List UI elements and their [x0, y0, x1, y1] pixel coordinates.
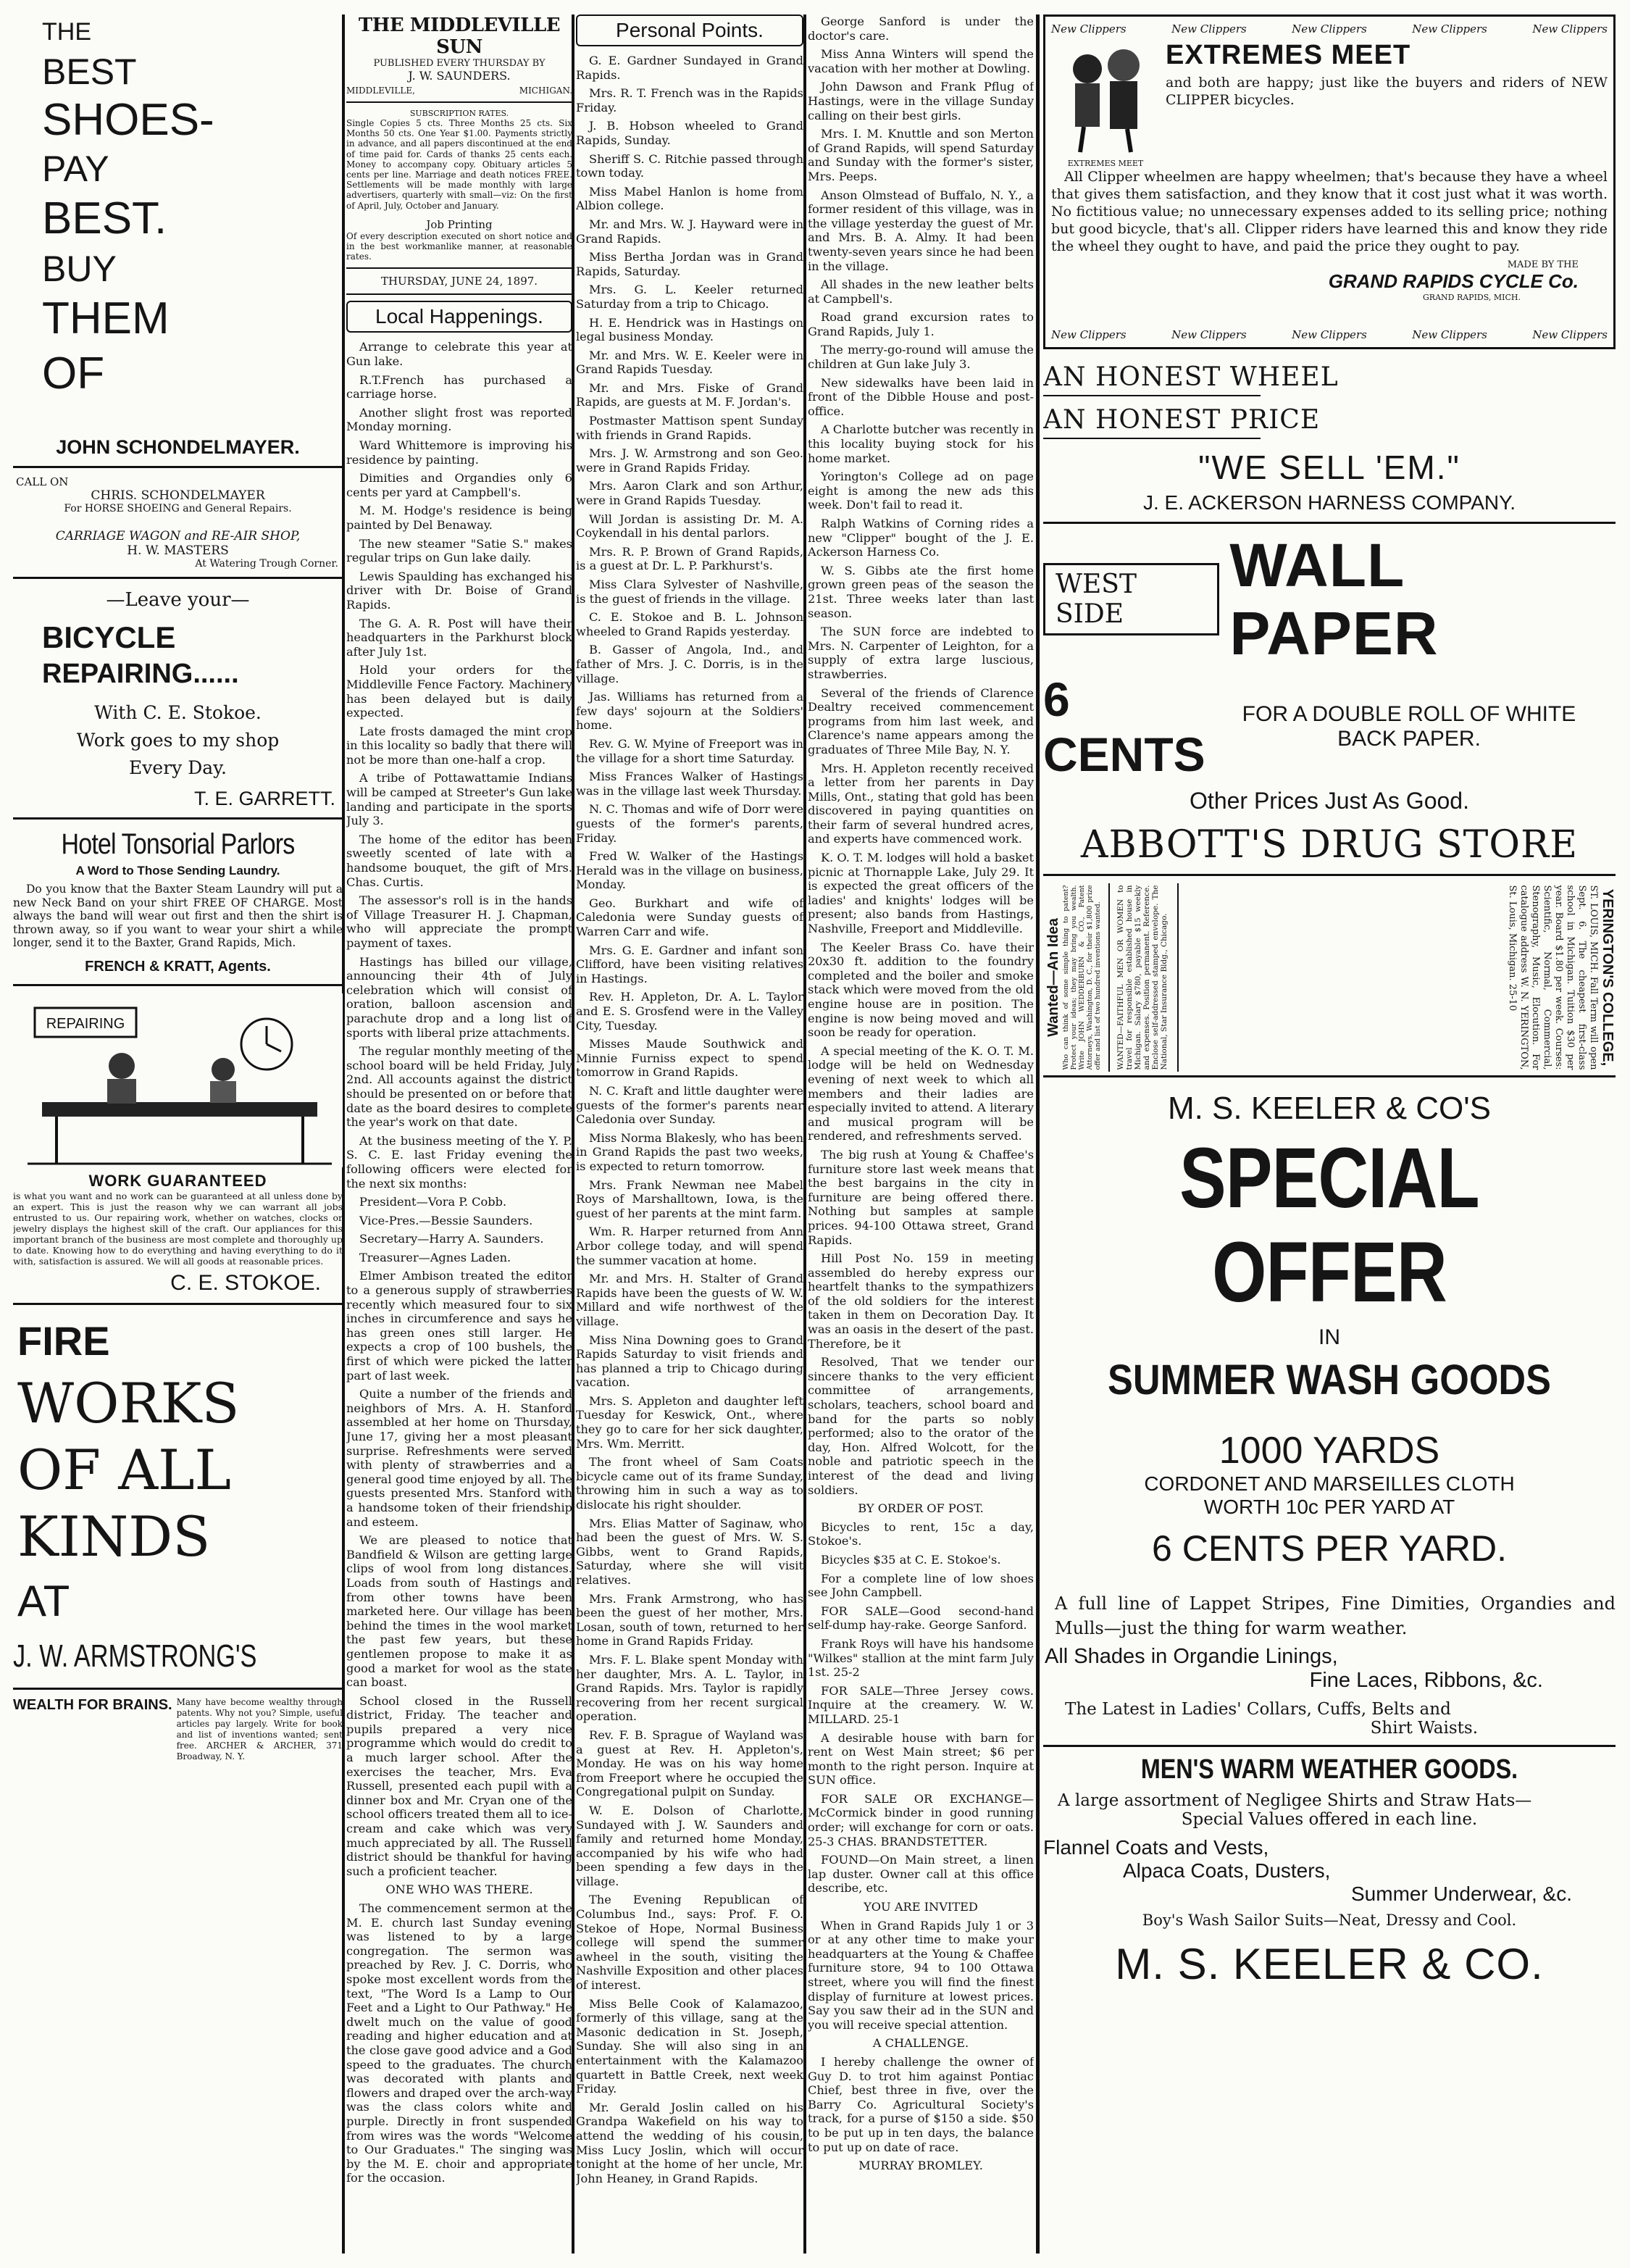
- grand-rapids-sub: GRAND RAPIDS, MICH.: [1423, 293, 1521, 302]
- clipper-border-bottom: [1051, 328, 1608, 341]
- personal-points-column: [576, 14, 803, 2254]
- article-paragraph: A tribe of Pottawattamie Indians will be camped at Streeter's Gun lake landing and participate in the sports July 3.: [346, 771, 572, 828]
- article-paragraph: Ward Whittemore is improving his residence by painting.: [346, 438, 572, 467]
- article-paragraph: Arrange to celebrate this year at Gun lake.: [346, 340, 572, 369]
- clipper-brand: New Clippers: [1051, 328, 1127, 341]
- article-paragraph: FOUND—On Main street, a linen lap duster. Owner call at this office describe, etc.: [808, 1853, 1034, 1896]
- keeler-footer: M. S. KEELER & CO.: [1115, 1940, 1544, 1988]
- clipper-ad: [1043, 14, 1616, 349]
- article-paragraph: FOR SALE—Three Jersey cows. Inquire at the creamery. W. W. MILLARD. 25-1: [808, 1683, 1034, 1726]
- divider: [346, 293, 572, 295]
- wanted-men-text: WANTED—FAITHFUL MEN OR WOMEN to travel for responsible established house in Michigan. Salary $780, payable $15 weekly and expenses. Position permanent. Reference. Enclose self-addressed stamped envelope. The National, Star Insurance Bldg., Chicago.: [1116, 885, 1169, 1070]
- clipper-illustration: [1051, 40, 1160, 168]
- stokoe-line: With C. E. Stokoe.: [94, 702, 262, 723]
- honest-price: AN HONEST PRICE: [1043, 405, 1321, 435]
- divider: [13, 984, 343, 986]
- clipper-text-2: All Clipper wheelmen are happy wheelmen; that's because they have a wheel that gives them satisfaction, and they know that it cost just what it was worth. No fictitious value; no unnecessary expenses added to its selling price; nothing but good bicycle, that's all. Clipper riders have learned this and know they ride the wheel they ought to have, and paid the price they ought to pay.: [1051, 169, 1608, 254]
- thousand-yards: 1000 YARDS: [1219, 1430, 1440, 1472]
- fireworks-line: OF ALL: [17, 1437, 232, 1502]
- article-paragraph: J. B. Hobson wheeled to Grand Rapids, Sunday.: [576, 119, 803, 147]
- article-paragraph: Elmer Ambison treated the editor to a generous supply of strawberries recently which measured four to six inches in circumference and says he has green ones still larger. He expects a crop of 100 bushels, the first of which were picked the latter part of last week.: [346, 1269, 572, 1383]
- column-rule: [1036, 14, 1040, 2254]
- article-paragraph: Mrs. F. L. Blake spent Monday with her daughter, Mrs. A. L. Taylor, in Grand Rapids. Mrs. Taylor is rapidly recovering from her recent surgical operation.: [576, 1652, 803, 1724]
- article-paragraph: Mrs. Aaron Clark and son Arthur, were in Grand Rapids Tuesday.: [576, 479, 803, 508]
- article-paragraph: Secretary—Harry A. Saunders.: [359, 1232, 544, 1246]
- hotel-heading: Hotel Tonsorial Parlors: [61, 828, 295, 860]
- article-paragraph: The assessor's roll is in the hands of Village Treasurer H. J. Chapman, who will appreciate the prompt payment of taxes.: [346, 893, 572, 950]
- stokoe-line: Work goes to my shop: [76, 730, 280, 751]
- underline: [1043, 395, 1261, 396]
- six-cents: 6 CENTS: [1043, 672, 1205, 781]
- shoes-ad-line: THE: [42, 18, 91, 46]
- divider: [346, 267, 572, 269]
- ackerson-company: J. E. ACKERSON HARNESS COMPANY.: [1143, 491, 1516, 514]
- garrett-name: T. E. GARRETT.: [193, 788, 335, 809]
- article-paragraph: FOR SALE—Good second-hand self-dump hay-rake. George Sanford.: [808, 1604, 1034, 1633]
- article-paragraph: The new steamer "Satie S." makes regular trips on Gun lake daily.: [346, 536, 572, 565]
- article-paragraph: YOU ARE INVITED: [864, 1900, 978, 1914]
- local-happenings-body: [346, 340, 572, 2185]
- article-paragraph: Miss Mabel Hanlon is home from Albion college.: [576, 184, 803, 213]
- article-paragraph: MURRAY BROMLEY.: [858, 2159, 983, 2173]
- article-paragraph: BY ORDER OF POST.: [858, 1501, 984, 1516]
- article-paragraph: School closed in the Russell district, Friday. The teacher and pupils prepared a very nice programme which would do credit to a much larger school. After the exercises the teacher, Mrs. Eva Russell, presented each pupil with a dinner box and Mr. Cryan one of the school officers treated them all to ice-cream and cake which was very much appreciated by all. The Russell district should be thankful for having such a proficient teacher.: [346, 1693, 572, 1878]
- shoes-ad-line: PAY: [42, 149, 109, 189]
- article-paragraph: For a complete line of low shoes see John Campbell.: [808, 1571, 1034, 1600]
- clipper-brand: New Clippers: [1051, 22, 1127, 36]
- article-paragraph: Postmaster Mattison spent Sunday with friends in Grand Rapids.: [576, 414, 803, 442]
- masthead-local-column: [346, 14, 572, 2254]
- article-paragraph: Rev. H. Appleton, Dr. A. L. Taylor and E. S. Grosfend were in the Valley City, Tuesday.: [576, 990, 803, 1033]
- cordonet: CORDONET AND MARSEILLES CLOTH: [1144, 1472, 1515, 1495]
- hotel-subheading: A Word to Those Sending Laundry.: [75, 864, 280, 877]
- place-left: MIDDLEVILLE,: [346, 86, 415, 96]
- shoes-ad-line: OF: [42, 349, 105, 399]
- extremes-meet-engraving: [1055, 40, 1156, 156]
- article-paragraph: Frank Roys will have his handsome "Wilkes" stallion at the mint farm July 1st. 25-2: [808, 1636, 1034, 1680]
- published-line: PUBLISHED EVERY THURSDAY BY: [373, 58, 546, 69]
- honest-wheel: AN HONEST WHEEL: [1043, 362, 1339, 392]
- article-paragraph: Jas. Williams has returned from a few days' sojourn at the Soldiers' home.: [576, 690, 803, 733]
- stokoe-lines: [13, 699, 343, 782]
- wall-paper: WALL PAPER: [1229, 531, 1439, 667]
- keeler-special-heading: M. S. KEELER & CO'S: [1167, 1091, 1492, 1126]
- work-guaranteed: WORK GUARANTEED: [88, 1171, 267, 1190]
- grand-rapids-cycle: GRAND RAPIDS CYCLE Co.: [1328, 270, 1579, 292]
- article-paragraph: Mrs. S. Appleton and daughter left Tuesday for Keswick, Ont., where they go to care for her sick daughter, Mrs. Wm. Merritt.: [576, 1393, 803, 1451]
- shoes-ad-line: BEST: [42, 51, 137, 92]
- job-heading: Job Printing: [426, 217, 493, 231]
- divider: [1043, 522, 1616, 524]
- clipper-brand: New Clippers: [1532, 328, 1608, 341]
- article-paragraph: Mrs. Elias Matter of Saginaw, who had been the guest of Mrs. W. S. Gibbs, went to Grand Rapids, Saturday, where she will visit relatives.: [576, 1516, 803, 1587]
- article-paragraph: Treasurer—Agnes Laden.: [359, 1250, 511, 1264]
- article-paragraph: Misses Maude Southwick and Minnie Furniss expect to spend tomorrow in Grand Rapids.: [576, 1037, 803, 1080]
- clipper-brand: New Clippers: [1292, 22, 1367, 36]
- masthead: THE MIDDLEVILLE SUN: [358, 14, 561, 58]
- shoes-ad-line: BEST.: [42, 193, 167, 243]
- article-paragraph: Miss Belle Cook of Kalamazoo, formerly of this village, sang at the Masonic dedication in St. Joseph, Sunday. She will also sing in an entertainment with the Kalamazoo quartett in Battle Creek, next week Friday.: [576, 1996, 803, 2096]
- stokoe-line: Every Day.: [129, 757, 227, 778]
- summer-wash-goods: SUMMER WASH GOODS: [1108, 1356, 1551, 1404]
- personal-points-heading: Personal Points.: [576, 14, 803, 46]
- article-paragraph: The home of the editor has been sweetly scented of late with a handsome bouquet, the gift of Mrs. Chas. Curtis.: [346, 832, 572, 889]
- other-prices: Other Prices Just As Good.: [1190, 788, 1469, 814]
- armstrong-name: J. W. ARMSTRONG'S: [13, 1638, 257, 1674]
- call-name: CHRIS. SCHONDELMAYER: [91, 488, 265, 503]
- fireworks-line: FIRE: [17, 1317, 110, 1364]
- yerington-ad: [1181, 883, 1616, 1072]
- fireworks-line: KINDS: [17, 1504, 211, 1569]
- article-paragraph: W. E. Dolson of Charlotte, Sundayed with J. W. Saunders and family and returned home Monday, accompanied by his wife who had been spending a few days in the village.: [576, 1803, 803, 1888]
- clipper-brand: New Clippers: [1171, 22, 1247, 36]
- ad-column-left: [13, 14, 343, 2254]
- wealth-text: Many have become wealthy through patents. Why not you? Simple, useful articles pay largely. Write for book and list of inventions wanted; sent free. ARCHER & ARCHER, 371 Broadway, N. Y.: [176, 1696, 343, 1762]
- article-paragraph: Hill Post No. 159 in meeting assembled do hereby express our heartfelt thanks to the sympathizers of the old soldiers for the interest taken in them on Decoration Day. It was an oasis in the desert of the past. Therefore, be it: [808, 1251, 1034, 1351]
- special-offer: SPECIAL OFFER: [1179, 1130, 1479, 1320]
- lappet-text: A full line of Lappet Stripes, Fine Dimities, Organdies and Mulls—just the thing for warm weather.: [1055, 1593, 1616, 1638]
- wall-paper-ad: [1043, 531, 1616, 667]
- article-paragraph: Miss Nina Downing goes to Grand Rapids Saturday to visit friends and has planned a trip to Chicago during vacation.: [576, 1333, 803, 1390]
- place-line: [346, 86, 572, 96]
- article-paragraph: Hold your orders for the Middleville Fence Factory. Machinery has been delayed but is daily expected.: [346, 663, 572, 720]
- article-paragraph: N. C. Thomas and wife of Dorr were guests of the former's parents, Friday.: [576, 802, 803, 845]
- article-paragraph: Mrs. I. M. Knuttle and son Merton of Grand Rapids, will spend Saturday and Sunday with the former's sister, Mrs. Peeps.: [808, 127, 1034, 183]
- extremes-meet-heading: EXTREMES MEET: [1166, 40, 1411, 70]
- article-paragraph: Miss Bertha Jordan was in Grand Rapids, Saturday.: [576, 250, 803, 278]
- wealth-ad: [13, 1697, 343, 1762]
- repairing-sign-text: REPAIRING: [46, 1015, 125, 1032]
- article-paragraph: Hastings has billed our village, announcing their 4th of July celebration which will consist of oration, balloon ascension and parachute drop and a long list of sports with liberal prize attachments.: [346, 954, 572, 1040]
- article-paragraph: Rev. G. W. Myine of Freeport was in the village for a short time Saturday.: [576, 736, 803, 765]
- article-paragraph: C. E. Stokoe and B. L. Johnson wheeled to Grand Rapids yesterday.: [576, 610, 803, 638]
- rates-heading: SUBSCRIPTION RATES.: [409, 109, 509, 118]
- article-paragraph: The Keeler Brass Co. have their 20x30 ft. addition to the foundry completed and the boiler and smoke stack which were moved from the old engine house are in position. The engine is now being moved and will soon be ready for operation.: [808, 940, 1034, 1040]
- clipper-brand: New Clippers: [1171, 328, 1247, 341]
- article-paragraph: Bicycles $35 at C. E. Stokoe's.: [821, 1552, 1001, 1567]
- article-paragraph: Vice-Pres.—Bessie Saunders.: [359, 1213, 533, 1227]
- clipper-copy: [1160, 40, 1608, 168]
- article-paragraph: Another slight frost was reported Monday morning.: [346, 405, 572, 434]
- article-paragraph: FOR SALE OR EXCHANGE—McCormick binder in good running order; will exchange for corn or oats. 25-3 CHAS. BRANDSTETTER.: [808, 1791, 1034, 1848]
- column-rule: [803, 14, 806, 2254]
- article-paragraph: Wm. R. Harper returned from Ann Arbor college today, and will spend the summer vacation at home.: [576, 1225, 803, 1267]
- wanted-idea-ad: [1043, 883, 1110, 1072]
- article-paragraph: A CHALLENGE.: [872, 2036, 969, 2051]
- divider: [13, 577, 343, 579]
- article-paragraph: Mrs. G. E. Gardner and infant son Clifford, have been visiting relatives in Hastings.: [576, 943, 803, 985]
- job-text: Of every description executed on short notice and in the best workmanlike manner, at reasonable rates.: [346, 230, 572, 262]
- divider: [13, 1303, 343, 1305]
- bicycle-heading: BICYCLE: [42, 620, 176, 654]
- article-paragraph: The Evening Republican of Columbus Ind., says: Prof. F. O. Stekoe of Hope, Normal Business college will spend the summer awheel in the south, visiting the Nashville Exposition and other places of interest.: [576, 1893, 803, 1993]
- underline: [1043, 438, 1261, 439]
- clipper-text-1: and both are happy; just like the buyers and riders of NEW CLIPPER bicycles.: [1166, 75, 1608, 108]
- divider: [13, 466, 343, 468]
- article-paragraph: Ralph Watkins of Corning rides a new "Clipper" bought of the J. E. Ackerson Harness Co.: [808, 517, 1034, 559]
- article-paragraph: Mrs. Frank Newman nee Mabel Roys of Marshalltown, Iowa, is the guest of her parents at the mint farm.: [576, 1177, 803, 1220]
- divider: [13, 817, 343, 820]
- shoes-ad-line: SHOES-: [42, 95, 214, 145]
- article-paragraph: A special meeting of the K. O. T. M. lodge will be held on Wednesday evening of next week to which all members and their ladies are especially invited to attend. A literary and musical program will be rendered, and refreshments served.: [808, 1043, 1034, 1143]
- article-paragraph: Mrs. Frank Armstrong, who has been the guest of her mother, Mrs. Losan, south of town, returned to her home in Grand Rapids Friday.: [576, 1591, 803, 1648]
- local-happenings-heading: Local Happenings.: [346, 301, 572, 333]
- west-side: WEST SIDE: [1043, 563, 1219, 635]
- fireworks-ad: [13, 1312, 343, 1633]
- local-notices-body: [808, 14, 1034, 2173]
- wall-paper-price: [1043, 672, 1616, 782]
- clipper-brand: New Clippers: [1532, 22, 1608, 36]
- shoes-ad: [13, 14, 343, 420]
- divider: [13, 1688, 343, 1690]
- publisher-name: J. W. SAUNDERS.: [408, 69, 511, 83]
- article-paragraph: Bicycles to rent, 15c a day, Stokoe's.: [808, 1519, 1034, 1548]
- shoes-ad-line: THEM: [42, 293, 170, 343]
- article-paragraph: Road grand excursion rates to Grand Rapids, July 1.: [808, 310, 1034, 338]
- article-paragraph: R.T.French has purchased a carriage horse.: [346, 372, 572, 401]
- shoes-ad-line: BUY: [42, 249, 117, 289]
- organdie-shades: All Shades in Organdie Linings,: [1045, 1645, 1338, 1668]
- alpaca-coats: Alpaca Coats, Dusters,: [1123, 1859, 1331, 1882]
- workshop-illustration: [13, 993, 343, 1167]
- article-paragraph: New sidewalks have been laid in front of the Dibble House and post-office.: [808, 375, 1034, 418]
- article-paragraph: The big rush at Young & Chaffee's furniture store last week means that the best bargains in the city in furniture are being offered there. Nothing but samples at sample prices. 94-100 Ottawa street, Grand Rapids.: [808, 1147, 1034, 1247]
- shirt-waists: Shirt Waists.: [1370, 1719, 1478, 1738]
- shoes-name: JOHN SCHONDELMAYER.: [56, 436, 300, 458]
- wanted-men-rotated: [1116, 885, 1173, 1070]
- divider: [346, 101, 572, 103]
- article-paragraph: Several of the friends of Clarence Dealtry received commencement programs from him last week, and Clarence's name appears among the graduates of Three Mile Bay, N. Y.: [808, 685, 1034, 756]
- article-paragraph: ONE WHO WAS THERE.: [385, 1883, 533, 1897]
- hotel-text: Do you know that the Baxter Steam Laundry will put a new Neck Band on your shirt FREE OF CHARGE. Most always the band will wear out first and then the shirt is thrown away, so if you want to wear your shirt a while longer, send it to the Baxter, Grand Rapids, Mich.: [13, 883, 343, 949]
- article-paragraph: The regular monthly meeting of the school board will be held Friday, July 2nd. All accounts against the district should be presented on or before that date as the board desires to complete the year's work on that date.: [346, 1044, 572, 1130]
- wanted-men-ad: [1112, 883, 1179, 1072]
- work-text: is what you want and no work can be guaranteed at all unless done by an expert. This is just the reason why we can warrant all jobs entrusted to us. Our repairing work, whether on watches, clocks or jewelry displays the highest skill of the craft. Our appliances for this important branch of the business are most complete and thoroughly up to date. Knowing how to do everything and having everything to do it with, satisfaction is assured. We will all goods at reasonable prices.: [13, 1190, 343, 1267]
- mens-warm-weather: MEN'S WARM WEATHER GOODS.: [1140, 1754, 1518, 1785]
- article-paragraph: The merry-go-round will amuse the children at Gun lake July 3.: [808, 343, 1034, 372]
- in-word: IN: [1318, 1325, 1340, 1349]
- article-paragraph: We are pleased to notice that Bandfield & Wilson are getting large clips of wool from long distances. Loads from south of Hastings and from other towns have been marketed here. Our village has been behind the times in the wool market the past few years, but these gentlemen propose to make it as good a market for wool as the state can boast.: [346, 1533, 572, 1690]
- made-by: MADE BY THE: [1507, 259, 1579, 270]
- worth-line: WORTH 10c PER YARD AT: [1203, 1496, 1455, 1518]
- article-paragraph: Anson Olmstead of Buffalo, N. Y., a former resident of this village, was in the village yesterday the guest of Mr. and Mrs. B. A. Almy. It had been twenty-seven years since he had been in the village.: [808, 188, 1034, 273]
- wanted-idea-heading: Wanted—An Idea: [1045, 918, 1061, 1037]
- yerington-text: ST. LOUIS, MICH. Fall Term will open Sept. 6. The cheapest first-class school in Michigan. Tuition $30 per year. Board $1.80 per week. Courses: Scientific, Normal, Commercial, Stenography, Music, Elocution. For catalogue address W. N. YERINGTON, St. Louis, Michigan. 25-10: [1507, 885, 1599, 1070]
- wealth-heading: WEALTH FOR BRAINS.: [13, 1696, 172, 1713]
- six-cents-per-yard: 6 CENTS PER YARD.: [1152, 1528, 1507, 1569]
- article-paragraph: All shades in the new leather belts at Campbell's.: [808, 278, 1034, 306]
- article-paragraph: Mrs. J. W. Armstrong and son Geo. were in Grand Rapids Friday.: [576, 446, 803, 475]
- article-paragraph: Geo. Burkhart and wife of Caledonia were Sunday guests of Warren Carr and wife.: [576, 896, 803, 939]
- article-paragraph: Miss Clara Sylvester of Nashville, is the guest of friends in the village.: [576, 578, 803, 606]
- article-paragraph: Mrs. R. T. French was in the Rapids Friday.: [576, 86, 803, 114]
- article-paragraph: Resolved, That we tender our sincere thanks to the very efficient committee of arrangements, scholars, teachers, school board and band for the parts so nobly performed; also to the orator of the day, Hon. Alfred Wolcott, for the noble and patriotic speech in the interest of the dead and living soldiers.: [808, 1355, 1034, 1497]
- sell-em: "WE SELL 'EM.": [1198, 449, 1460, 486]
- yerington-heading: YERINGTON'S COLLEGE,: [1600, 888, 1616, 1067]
- article-paragraph: N. C. Kraft and little daughter were guests of the former's parents near Caledonia over Sunday.: [576, 1084, 803, 1127]
- local-notices-column: [808, 14, 1034, 2254]
- article-paragraph: Fred W. Walker of the Hastings Herald was in the village on business, Monday.: [576, 849, 803, 892]
- rates-text: Single Copies 5 cts. Three Months 25 cts. Six Months 50 cts. One Year $1.00. Payments strictly in advance, and all papers discontinued at the end of time paid for. Cards of thanks 25 cents each. Money to accompany copy. Obituary articles 5 cents per line. Marriage and death notices FREE. Settlements will be made monthly with large advertisers, quarterly with small—viz: On the first of April, July, October and January.: [346, 118, 572, 211]
- article-paragraph: Quite a number of the friends and neighbors of Mrs. A. H. Stanford assembled at her home on Thursday, June 17, giving her a most pleasant surprise. Refreshments were served with plenty of strawberries and a general good time enjoyed by all. The guests presented Mrs. Stanford with a handsome token of their friendship and esteem.: [346, 1387, 572, 1529]
- divider: [1043, 874, 1616, 876]
- article-paragraph: H. E. Hendrick was in Hastings on legal business Monday.: [576, 315, 803, 344]
- clipper-border-top: [1051, 22, 1608, 36]
- article-paragraph: Mr. and Mrs. Fiske of Grand Rapids, are guests at M. F. Jordan's.: [576, 380, 803, 409]
- article-paragraph: I hereby challenge the owner of Guy D. to trot him against Pontiac Chief, best three in five, over the Barry Co. Agricultural Society's track, for a purse of $150 a side. $50 to be put up in ten days, the balance to put up on date of race.: [808, 2054, 1034, 2154]
- article-paragraph: B. Gasser of Angola, Ind., and father of Mrs. J. C. Dorris, is in the village.: [576, 643, 803, 685]
- article-paragraph: At the business meeting of the Y. P. S. C. E. last Friday evening the following officers were elected for the next six months:: [346, 1133, 572, 1191]
- article-paragraph: Lewis Spaulding has exchanged his driver with Dr. Boise of Grand Rapids.: [346, 569, 572, 612]
- special-values: Special Values offered in each line.: [1181, 1810, 1478, 1829]
- abbott-drug-store: ABBOTT'S DRUG STORE: [1080, 823, 1579, 867]
- article-paragraph: Miss Norma Blakesly, who has been in Grand Rapids the past two weeks, is expected to return tomorrow.: [576, 1130, 803, 1173]
- article-paragraph: When in Grand Rapids July 1 or 3 or at any other time to make your headquarters at the Young & Chaffee furniture store, 94 to 100 Ottawa street, where you will find the finest display of furniture at lowest prices. Say you saw their ad in the SUN and you will receive special attention.: [808, 1918, 1034, 2032]
- article-paragraph: The G. A. R. Post will have their headquarters in the Parkhurst block after July 1st.: [346, 616, 572, 659]
- carriage-location: At Watering Trough Corner.: [195, 558, 338, 570]
- personal-points-body: [576, 54, 803, 2185]
- article-paragraph: M. M. Hodge's residence is being painted by Del Benaway.: [346, 504, 572, 532]
- ad-column-right: [1043, 14, 1616, 2254]
- yerington-rotated: [1181, 885, 1616, 1070]
- article-paragraph: K. O. T. M. lodges will hold a basket picnic at Thornapple Lake, July 29. It is expected the great officers of the ladies' and knights' lodges will be present; also bands from Hastings, Nashville, Freeport and Middleville.: [808, 851, 1034, 936]
- article-paragraph: George Sanford is under the doctor's care.: [808, 14, 1034, 43]
- clipper-brand: New Clippers: [1412, 328, 1487, 341]
- clipper-main: [1051, 40, 1608, 168]
- french-kratt: FRENCH & KRATT, Agents.: [85, 958, 271, 975]
- carriage-shop: CARRIAGE WAGON and RE-AIR SHOP,: [55, 529, 301, 543]
- article-paragraph: Mr. and Mrs. W. J. Hayward were in Grand Rapids.: [576, 217, 803, 246]
- article-paragraph: Dimities and Organdies only 6 cents per yard at Campbell's.: [346, 471, 572, 499]
- article-paragraph: Rev. F. B. Sprague of Wayland was a guest at Rev. H. Appleton's, Monday. He was on his way home from Freeport where he occupied the Congregational pulpit on Sunday.: [576, 1727, 803, 1799]
- article-paragraph: The front wheel of Sam Coats bicycle came out of its frame Sunday, throwing him in such a way as to dislocate his right shoulder.: [576, 1455, 803, 1512]
- clipper-brand: New Clippers: [1412, 22, 1487, 36]
- place-right: MICHIGAN.: [519, 86, 572, 96]
- article-paragraph: The commencement sermon at the M. E. church last Sunday evening was listened to by a large congregation. The sermon was preached by Rev. J. C. Dorris, who spoke most excellent words from the text, "The Word Is a Lamp to Our Feet and a Light to Our Pathway." He dwelt much on the value of good reading and higher education and at the close gave good advice and a God speed to the graduates. The church was decorated with plants and flowers and draped over the arch-way was the class colors white and purple. Directly in front suspended from wires was the words "Welcome to Our Graduates." The singing was by the M. E. choir and appropriate for the occasion.: [346, 1901, 572, 2185]
- carriage-name: H. W. MASTERS: [127, 543, 229, 558]
- fireworks-line: AT: [17, 1576, 70, 1625]
- call-line: For HORSE SHOEING and General Repairs.: [64, 503, 292, 514]
- article-paragraph: Yorington's College ad on page eight is among the new ads this week. Don't fail to read it.: [808, 470, 1034, 512]
- issue-date: THURSDAY, JUNE 24, 1897.: [380, 275, 538, 288]
- latest-line: The Latest in Ladies' Collars, Cuffs, Belts and: [1065, 1700, 1451, 1719]
- article-paragraph: President—Vora P. Cobb.: [359, 1195, 507, 1209]
- article-paragraph: A Charlotte butcher was recently in this locality buying stock for his home market.: [808, 422, 1034, 465]
- fireworks-line: WORKS: [17, 1370, 240, 1435]
- article-paragraph: Mr. and Mrs. H. Stalter of Grand Rapids have been the guests of W. W. Millard and wife northwest of the village.: [576, 1272, 803, 1328]
- negligee-line: A large assortment of Negligee Shirts and Straw Hats—: [1058, 1791, 1532, 1810]
- leave-your: —Leave your—: [106, 589, 250, 611]
- article-paragraph: Mrs. H. Appleton recently received a letter from her parents in Day Mills, Ont., stating that gold has been discovered in paying quantities on their farm of several hundred acres, and experts have commenced work.: [808, 761, 1034, 846]
- article-paragraph: Miss Anna Winters will spend the vacation with her mother at Dowling.: [808, 47, 1034, 75]
- divider: [1043, 1745, 1616, 1747]
- wanted-idea-text: Who can think of some simple thing to patent? Protect your ideas; they may bring you wealth. Write JOHN WEDDERBURN & CO., Patent Attorneys, Washington, D. C., for their $1,800 prize offer and list of two hundred inventions wanted.: [1062, 885, 1102, 1070]
- article-paragraph: Late frosts damaged the mint crop in this locality so badly that there will not be more than one-half a crop.: [346, 724, 572, 767]
- boys-suits: Boy's Wash Sailor Suits—Neat, Dressy and Cool.: [1142, 1911, 1517, 1929]
- article-paragraph: Will Jordan is assisting Dr. M. A. Coykendall in his dental parlors.: [576, 512, 803, 541]
- stokoe-signature: C. E. STOKOE.: [170, 1270, 321, 1295]
- article-paragraph: Sheriff S. C. Ritchie passed through town today.: [576, 151, 803, 180]
- clipper-brand: New Clippers: [1292, 328, 1367, 341]
- wanted-idea-rotated: [1045, 885, 1106, 1070]
- summer-underwear: Summer Underwear, &c.: [1351, 1883, 1572, 1905]
- article-paragraph: G. E. Gardner Sundayed in Grand Rapids.: [576, 54, 803, 82]
- call-on: CALL ON: [16, 475, 69, 488]
- article-paragraph: Mrs. R. P. Brown of Grand Rapids, is a guest at Dr. L. P. Parkhurst's.: [576, 544, 803, 573]
- flannel-coats: Flannel Coats and Vests,: [1043, 1836, 1269, 1859]
- watch-repair-engraving: [13, 993, 343, 1167]
- article-paragraph: Mr. and Mrs. W. E. Keeler were in Grand Rapids Tuesday.: [576, 348, 803, 377]
- repairing-heading: REPAIRING......: [42, 659, 239, 689]
- fine-laces: Fine Laces, Ribbons, &c.: [1309, 1669, 1543, 1692]
- extremes-caption: EXTREMES MEET: [1067, 159, 1144, 168]
- article-paragraph: A desirable house with barn for rent on West Main street; $6 per month to the right person. Inquire at SUN office.: [808, 1730, 1034, 1788]
- double-roll: FOR A DOUBLE ROLL OF WHITE BACK PAPER.: [1242, 702, 1576, 751]
- article-paragraph: W. S. Gibbs ate the first home grown green peas of the season the 21st. Three weeks later than last season.: [808, 563, 1034, 620]
- article-paragraph: Mrs. G. L. Keeler returned Saturday from a trip to Chicago.: [576, 283, 803, 311]
- article-paragraph: Miss Frances Walker of Hastings was in the village last week Thursday.: [576, 770, 803, 798]
- rotated-ads: [1043, 883, 1616, 1077]
- article-paragraph: John Dawson and Frank Pflug of Hastings, were in the village Sunday calling on their best girls.: [808, 80, 1034, 122]
- article-paragraph: The SUN force are indebted to Mrs. N. Carpenter of Leighton, for a supply of extra large luscious, strawberries.: [808, 625, 1034, 681]
- article-paragraph: Mr. Gerald Joslin called on his Grandpa Wakefield on his way to attend the wedding of his cousin, Miss Lucy Joslin, which will occur tonight at the home of her uncle, Mr. John Heaney, in Grand Rapids.: [576, 2100, 803, 2185]
